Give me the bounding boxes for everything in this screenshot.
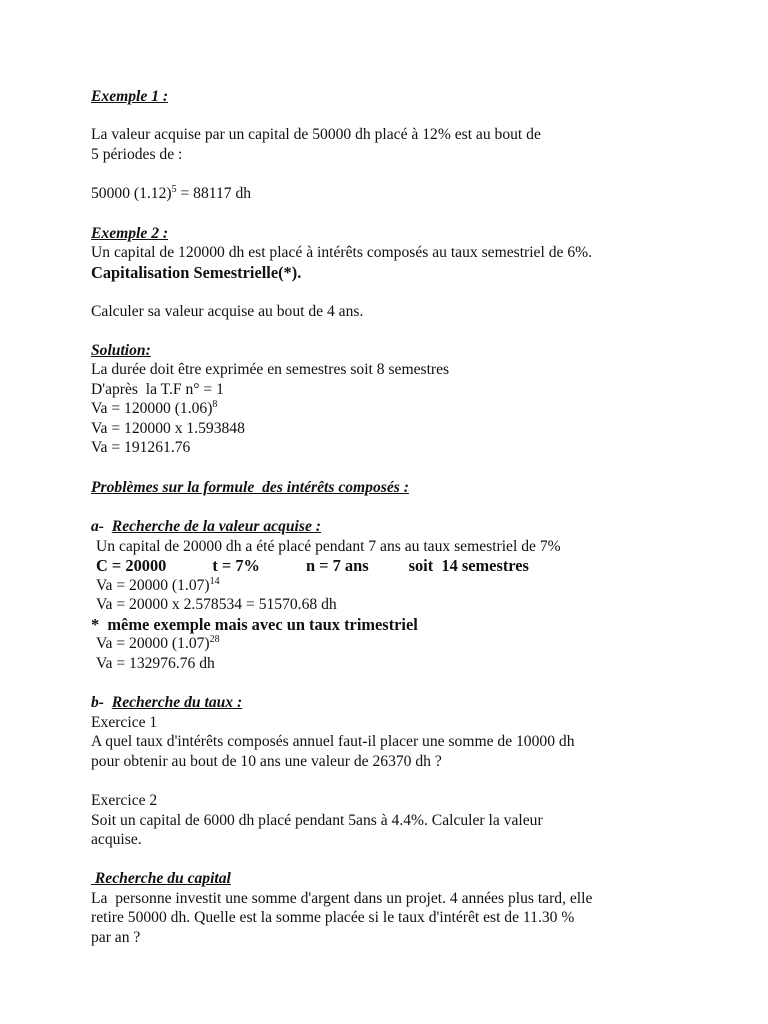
exercise-2-line-2: acquise. bbox=[91, 831, 142, 848]
section-b-heading bbox=[91, 694, 242, 712]
given-t: t = 7% bbox=[212, 556, 260, 575]
section-a-givens bbox=[96, 557, 529, 575]
section-c-line-3: par an ? bbox=[91, 929, 141, 946]
given-n: n = 7 ans bbox=[305, 556, 369, 575]
va-base: Va = 120000 (1.06) bbox=[91, 400, 213, 417]
section-c-line-1: La personne investit une somme d'argent dans un projet. 4 années plus tard, elle bbox=[91, 890, 593, 907]
va-exponent: 28 bbox=[209, 634, 220, 645]
solution-va-1 bbox=[91, 400, 217, 418]
section-a-va-4: Va = 132976.76 dh bbox=[96, 655, 215, 672]
exercise-1-line-1: A quel taux d'intérêts composés annuel faut-il placer une somme de 10000 dh bbox=[91, 733, 575, 750]
formula-base: 50000 (1.12) bbox=[91, 185, 172, 202]
section-a-prefix: a- bbox=[91, 518, 112, 535]
section-c-line-2: retire 50000 dh. Quelle est la somme placée si le taux d'intérêt est de 11.30 % bbox=[91, 909, 575, 926]
solution-va-3: Va = 191261.76 bbox=[91, 439, 191, 456]
example-2-question: Calculer sa valeur acquise au bout de 4 ans. bbox=[91, 303, 364, 320]
va-exponent: 8 bbox=[212, 399, 218, 410]
solution-va-2: Va = 120000 x 1.593848 bbox=[91, 420, 245, 437]
formula-result: = 88117 dh bbox=[176, 185, 252, 202]
problems-heading: Problèmes sur la formule des intérêts composés : bbox=[91, 479, 409, 496]
given-semesters: soit 14 semestres bbox=[408, 556, 529, 575]
solution-line-2: D'après la T.F n° = 1 bbox=[91, 381, 224, 398]
example-1-line-2: 5 périodes de : bbox=[91, 146, 183, 163]
section-a-line-1: Un capital de 20000 dh a été placé pendant 7 ans au taux semestriel de 7% bbox=[96, 538, 561, 555]
example-1-formula bbox=[91, 185, 251, 203]
capitalisation-note: Capitalisation Semestrielle(*). bbox=[91, 263, 302, 282]
section-a-title: Recherche de la valeur acquise : bbox=[111, 518, 321, 535]
solution-line-1: La durée doit être exprimée en semestres soit 8 semestres bbox=[91, 361, 450, 378]
solution-heading: Solution: bbox=[91, 342, 151, 359]
example-2-heading: Exemple 2 : bbox=[91, 225, 169, 242]
section-b-prefix: b- bbox=[91, 694, 112, 711]
section-c-heading: Recherche du capital bbox=[91, 870, 231, 887]
section-a-va-2: Va = 20000 x 2.578534 = 51570.68 dh bbox=[96, 596, 337, 613]
section-a-va-1 bbox=[96, 577, 220, 595]
exercise-1-label: Exercice 1 bbox=[91, 714, 158, 731]
example-1-heading: Exemple 1 : bbox=[91, 88, 169, 105]
exercise-2-line-1: Soit un capital de 6000 dh placé pendant 5ans à 4.4%. Calculer la valeur bbox=[91, 812, 543, 829]
given-c: C = 20000 bbox=[96, 556, 167, 575]
section-a-va-3 bbox=[96, 635, 220, 653]
section-b-title: Recherche du taux : bbox=[111, 694, 243, 711]
formula-exponent: 5 bbox=[171, 184, 177, 195]
section-a-note: * même exemple mais avec un taux trimestriel bbox=[91, 615, 418, 634]
va-base: Va = 20000 (1.07) bbox=[96, 577, 210, 594]
exercise-1-line-2: pour obtenir au bout de 10 ans une valeur de 26370 dh ? bbox=[91, 753, 442, 770]
section-a-heading bbox=[91, 518, 321, 536]
exercise-2-label: Exercice 2 bbox=[91, 792, 158, 809]
example-1-line-1: La valeur acquise par un capital de 50000 dh placé à 12% est au bout de bbox=[91, 126, 541, 143]
va-exponent: 14 bbox=[209, 576, 220, 587]
va-base: Va = 20000 (1.07) bbox=[96, 635, 210, 652]
example-2-line-1: Un capital de 120000 dh est placé à intérêts composés au taux semestriel de 6%. bbox=[91, 244, 593, 261]
